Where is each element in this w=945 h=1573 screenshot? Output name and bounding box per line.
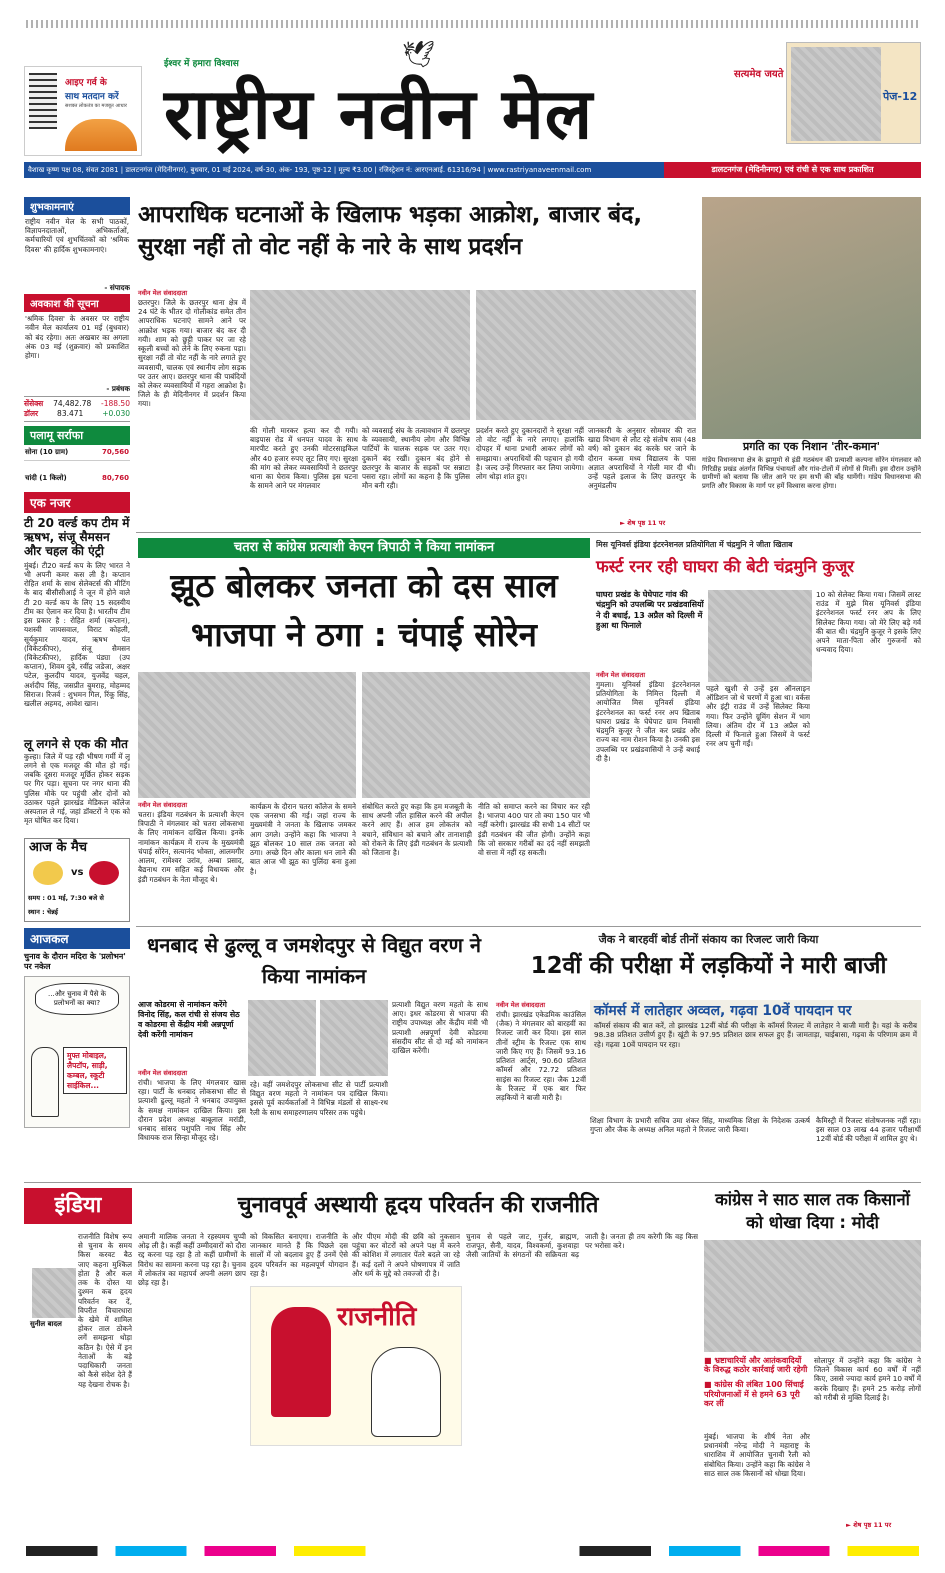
lead-byline: नवीन मेल संवाददाता	[138, 289, 187, 297]
market-change: +0.030	[102, 409, 130, 419]
champai-text-4: नीति को समाप्त करने का विचार कर रही है। भाजपा 400 पार तो क्या 150 पार भी नहीं करेगी। झारखंड की सभी 14 सीटों पर इंडी गठबंधन की जीत होगी। उन्होंने कहा कि जो सरकार गरीबों का दर्द नहीं समझती वो सत्ता में नहीं रह सकती।	[478, 802, 590, 858]
market-row	[24, 399, 130, 409]
header-ad	[786, 42, 921, 144]
champai-headline: झूठ बोलकर जनता को दस साल भाजपा ने ठगा : चंपाई सोरेन	[170, 566, 558, 654]
holiday-title: अवकाश की सूचना	[24, 294, 130, 312]
greet-title: शुभकामनाएं	[24, 197, 130, 215]
holiday-text: 'श्रमिक दिवस' के अवसर पर राष्ट्रीय नवीन मेल कार्यालय 01 मई (बुधवार) को बंद रहेगा। अतः अखबार का अगला अंक 03 मई (शुक्रवार) को प्रकाशित होगा।	[25, 314, 129, 361]
section-rule	[136, 532, 921, 533]
eknazar-title: एक नजर	[24, 492, 130, 513]
team-logo-icon	[33, 861, 63, 885]
saraf-title: पलामू सर्राफा	[24, 426, 130, 445]
miss-text-2: पहले खुशी से उन्हें इस ऑनलाइन ऑडिशन जो थे चरणों में हुआ था। वर्कस और इंट्री राउंड में उन्हें सिलेक्ट किया गया। फिर उन्होंने ग्रूमिंग सेशन में भाग लिया। अंतिम दौर में 13 अप्रैल को दिल्ली में फिनाले हुआ जिसमें वे फर्स्ट रनर अप चुनी गईं।	[706, 684, 810, 749]
color-registration-strip	[26, 1546, 919, 1556]
modi-continue-text: शेष पृष्ठ 11 पर	[853, 1521, 892, 1529]
lead-text-3: को व्यवसाई संघ के तत्वावधान में छतरपुर के व्यवसायी, स्थानीय लोग और विभिन्न पार्टियों के चालक सड़क पर उतर गए। दुकानें बंद रखीं। दुकान बंद होने से छतरपुर के बाजार के सड़कों पर सन्नाटा पसरा रहा। लोगों का कहना है कि पुलिस मौन बनी रही।	[362, 426, 470, 491]
india-label	[24, 1188, 132, 1224]
market-change: -188.50	[101, 399, 130, 409]
market-value: 83.471	[57, 409, 84, 419]
chandramuni-photo	[708, 590, 812, 682]
modi-bullets	[704, 1356, 810, 1408]
rally-photo	[362, 672, 590, 798]
throne-icon	[271, 1307, 331, 1417]
bird-icon: 🕊	[402, 40, 436, 70]
registration-strip	[26, 20, 919, 28]
photo-caption-text: गांडेय विधानसभा क्षेत्र के झामुमो से इंडी गठबंधन की प्रत्याशी कल्पना सोरेन मंगलवार को गिरिडीह प्रखंड अंतर्गत विभिन्न पंचायतों और गांव-टोलों में लोगों से मिलीं। इस दौरान उन्होंने ग्रामीणों को बताया कि जीत आने पर हम सभी की बाँह थामेंगी। गांडेय विधानसभा की प्रगति और विकास के मार्ग पर हमें विश्वास करना होगा।	[702, 456, 921, 491]
dhanbad-photo-1	[248, 1000, 316, 1076]
champai-text-1: चतरा। इंडिया गठबंधन के प्रत्याशी केएन त्रिपाठी ने मंगलवार को चतरा लोकसभा के लिए नामांकन दाखिल किया। इनके नामांकन कार्यक्रम में राज्य के मुख्यमंत्री चंपाई सोरेन, सत्यानंद भोक्ता, आलमगीर आलम, रामेश्वर उरांव, अम्बा प्रसाद, बैद्यनाथ राम सहित कई विधायक और इंडी गठबंधन के नेता मौजूद थे।	[138, 810, 244, 884]
masthead-title: राष्ट्रीय नवीन मेल	[164, 73, 594, 155]
champai-byline: नवीन मेल संवाददाता	[138, 801, 187, 809]
market-value: 74,482.78	[53, 399, 92, 409]
india-author: सुनील बादल	[30, 1320, 62, 1328]
modi-bullet-2	[704, 1380, 810, 1408]
ad-collage-image	[791, 47, 881, 141]
lu-headline: लू लगने से एक की मौत	[24, 736, 128, 751]
gold-value: 70,560	[101, 448, 129, 457]
market-label: डॉलर	[24, 409, 39, 419]
dhanbad-text-1: रांची। भाजपा के लिए मंगलवार खास रहा। पार्टी के धनबाद लोकसभा सीट से प्रत्याशी ढुल्लू महतो ने धनबाद उपायुक्त के समक्ष नामांकन दाखिल किया। इस दौरान प्रदेश अध्यक्ष बाबूलाल मरांडी, धनबाद सांसद पशुपति नाथ सिंह और विधायक राज सिन्हा मौजूद रहे।	[138, 1078, 246, 1143]
gold-row	[24, 445, 130, 461]
modi-continue: ► शेष पृष्ठ 11 पर	[846, 1521, 892, 1529]
india-text-1: राजनीति विशेष रूप से चुनाव के समय किस करवट बैठ जाए कहना मुश्किल होता है और कल तक के दोस्त या दुश्मन कब हृदय परिवर्तन कर दें, विपरीत विचारधारा के खेमे में शामिल होकर ताल ठोकने लगें समझना थोड़ा कठिन है। ऐसे में इन नेताओं के बड़े पदाधिकारी जनता को कैसे संदेश देते हैं यह देखना रोचक है।	[78, 1232, 132, 1389]
closed-market-photo	[476, 290, 696, 420]
lead-text-2: की गोली मारकर हत्या कर दी गयी। बाइपास रोड में धनपत यादव के साथ मारपीट करते हुए उनकी मोटरसाइकिल और 40 हजार रुपए लूट लिए गए। सुरक्षा की मांग को लेकर व्यवसायियों ने छतरपुर थाना का घेराव किया। पुलिस इस घटना के सामने आने पर मंगलवार	[250, 426, 358, 491]
miss-sub: घाघरा प्रखंड के घेघेपाट गांव की चंद्रमुनि को उपलब्धि पर प्रखंडवासियों ने दी बधाई, 13 अप्रैल को दिल्ली में हुआ था फिनाले	[596, 590, 704, 631]
result-sub: कॉमर्स में लातेहार अव्वल, गढ़वा 10वें पायदान पर	[594, 1003, 852, 1019]
eknazar-text: मुंबई। टी20 वर्ल्ड कप के लिए भारत ने भी अपनी कमर कस ली है। कप्तान रोहित शर्मा के साथ सेलेक्टर्स की मीटिंग के बाद बीसीसीआई ने जून में होने वाले टी 20 वर्ल्ड कप के लिए 15 सदस्यीय टीम का ऐलान कर दिया है। भारतीय टीम इस प्रकार है : रोहित शर्मा (कप्तान), यशस्वी जायसवाल, विराट कोहली, सूर्यकुमार यादव, ऋषभ पंत (विकेटकीपर), संजू सैमसन (विकेटकीपर), हार्दिक पंड्या (उप कप्तान), शिवम दुबे, रवींद्र जडेजा, अक्षर पटेल, कुलदीप यादव, युजवेंद्र चहल, अर्शदीप सिंह, जसप्रीत बुमराह, मोहम्मद सिराज। रिजर्व : शुभमन गिल, रिंकू सिंह, खलील अहमद, आवेश खान।	[24, 560, 130, 709]
bullet-icon: ■	[704, 1380, 715, 1390]
election-slogan-1: आइए गर्व के	[65, 78, 107, 88]
section-rule	[136, 926, 921, 927]
election-slogan-2: साथ मतदान करें	[65, 92, 119, 102]
result-byline: नवीन मेल संवाददाता	[496, 1001, 545, 1009]
campaign-photo	[702, 197, 921, 439]
aajkal-caption: चुनाव के दौरान मदिरा के 'प्रलोभन' पर नकेल	[24, 951, 126, 972]
result-text-2: कॉमर्स संकाय की बात करें, तो झारखंड 12वीं बोर्ड की परीक्षा के कॉमर्स रिजल्ट में लातेहार ने बाजी मारी है। यहां के करीब 98.38 प्रतिशत उत्तीर्ण हुए हैं। खूंटी के 97.95 प्रतिशत छात्र सफल हुए हैं। जामताड़ा, चाईबासा, गढ़वा के परिणाम क्रम में रहे। गढ़वा 10वें पायदान पर रहा।	[594, 1021, 917, 1049]
india-text-4: और पीएम मोदी की छवि को नुकसान पहुंचा कर वोटरों को अपने पक्ष में करने की कोशिश में लगातार पेंतरे बदले जा रहे हैं। कई दलों ने अपने घोषणापत्र में जाति और धर्म के मुद्दे को तवज्जो दी है।	[352, 1232, 460, 1278]
miss-text-1: गुमला। यूनिवर्स इंडिया इंटरनेशनल प्रतियोगिता के निमित्त दिल्ली में आयोजित मिस यूनिवर्स इंडिया इंटरनेशनल का फर्स्ट रनर अप खिताब घाघरा प्रखंड के घेघेपाट ग्राम निवासी चंद्रमुनि कुजूर ने जीत कर प्रखंड और राज्य का नाम रोशन किया है। उनकी इस उपलब्धि पर प्रखंडवासियों ने उन्हें बधाई दी है।	[596, 680, 700, 763]
nomination-photo	[138, 672, 356, 798]
lead-headline: आपराधिक घटनाओं के खिलाफ भड़का आक्रोश, बाजार बंद, सुरक्षा नहीं तो वोट नहीं के नारे के साथ प्रदर्शन	[138, 202, 643, 260]
tagline: ईश्वर में हमारा विश्वास	[164, 59, 239, 69]
page-badge: पेज-12	[883, 90, 918, 103]
modi-bullet-1	[704, 1356, 810, 1374]
india-text-2: अमानी मालिक जनता ने रहस्यमय चुप्पी ओढ़ ली है। कहीं कहीं उम्मीदवारों को दौरा रद्द करना पड़ रहा है तो कहीं ग्रामीणों के विरोध का सामना करना पड़ रहा है। चुनाव में लोकतंत्र का महापर्व अपनी अलग छाप छोड़ रहा है।	[138, 1232, 246, 1288]
match-venue: स्थान : चेन्नई	[28, 907, 58, 916]
india-label-text: इंडिया	[54, 1193, 102, 1218]
match-title: आज के मैच	[29, 839, 87, 855]
modi-headline: कांग्रेस ने साठ साल तक किसानों को धोखा दिया : मोदी	[715, 1190, 910, 1233]
champai-text-3: संबोधित करते हुए कहा कि हम मजबूती के साथ अपनी जीत हासिल करने की अपील करने आए हैं। आज हम लोकतंत्र को बचाने, संविधान को बचाने और तानाशाही को रोकने के लिए इंडी गठबंधन के प्रत्याशी को जिताना है।	[362, 802, 472, 858]
india-text-5: चुनाव से पहले जाट, गुर्जर, ब्राह्मण, राजपूत, सैनी, यादव, विश्वकर्मा, कुशवाहा जैसी जातियों के संगठनों की सक्रियता बढ़ जाती है। जनता ही तय करेगी कि वह किस पर भरोसा करे।	[466, 1232, 698, 1260]
lu-text: कुल्हा। जिले में पड़ रही भीषण गर्मी में लू लगने से एक मजदूर की मौत हो गई। जबकि दूसरा मजदूर मूर्छित होकर सड़क पर गिर पड़ा। सूचना पर नगर थाना की पुलिस मौके पर पहुंची और दोनों को उठाकर पहले झारखंड मेडिकल कॉलेज अस्पताल ले गई, जहां डॉक्टरों ने एक को मृत घोषित कर दिया।	[24, 751, 130, 826]
cartoon-sign: मुफ्त मोबाइल, लैपटॉप, साड़ी, कम्बल, स्कूटी साईकिल...	[63, 1047, 127, 1094]
match-box	[24, 838, 130, 922]
india-text-3: को विकसित बनाएगा। राजनीति के जानकार मानते हैं कि पिछले दस सालों में जो बदलाव हुए हैं उनमें ऐसे हृदय परिवर्तन का महत्वपूर्ण योगदान रहा है।	[250, 1232, 348, 1278]
market-row	[24, 409, 130, 419]
cartoon-bubble: ...और चुनाव में पैसे के प्रलोभनों का क्या?	[35, 983, 119, 1015]
masthead	[24, 38, 921, 178]
rajniti-art	[250, 1286, 462, 1446]
result-kicker: जैक ने बारहवीं बोर्ड तीनों संकाय का रिजल्ट जारी किया	[598, 933, 819, 946]
result-text-4: कैमिस्ट्री में रिजल्ट संतोषजनक नहीं रहा। इस साल 03 लाख 44 हजार परीक्षार्थी 12वीं बोर्ड की परीक्षा में शामिल हुए थे।	[816, 1116, 921, 1144]
cartoon	[24, 976, 130, 1128]
greet-text: राष्ट्रीय नवीन मेल के सभी पाठकों, विज्ञापनदाताओं, अभिकर्ताओं, कर्मचारियों एवं शुभचिंतकों को 'श्रमिक दिवस' की हार्दिक शुभकामनाएं।	[25, 217, 129, 254]
lead-text-1: छतरपुर। जिले के छतरपुर थाना क्षेत्र में 24 घंटे के भीतर दो गोलीकांड समेत तीन आपराधिक घटनाएं सामने आने पर आक्रोश भड़क गया। बाजार बंद कर दी गयी। शाम को छुट्टी पाकर घर जा रहे स्कूली बच्चों को लेने के लिए रुकना पड़ा। सुरक्षा नहीं तो वोट नहीं के नारे लगाते हुए व्यवसायी, चालक एवं स्थानीय लोग सड़क पर उतर आए। छतरपुर थाना की पाबंदियों को लेकर व्यवसायियों में गहरा आक्रोश है। जिले के ही मेदिनीनगर में प्रदर्शन किया गया।	[138, 298, 246, 409]
dhanbad-headline: धनबाद से ढुल्लू व जमशेदपुर से विद्युत वरण ने किया नामांकन	[146, 933, 482, 988]
ballot-icon	[29, 73, 57, 129]
lead-text-4: प्रदर्शन करते हुए दुकानदारों ने सुरक्षा नहीं तो वोट नहीं के नारे लगाए। हालांकि दोपहर में थाना प्रभारी आकर लोगों को समझाया। अपराधियों की पहचान हो गयी है। जल्द उन्हें गिरफ्तार कर लिया जायेगा। लोग थोड़ा शांत हुए।	[476, 426, 584, 482]
info-right: डालटनगंज (मेदिनीनगर) एवं रांची से एक साथ प्रकाशित	[664, 162, 921, 178]
champai-kicker: चतरा से कांग्रेस प्रत्याशी केएन त्रिपाठी ने किया नामांकन	[138, 538, 590, 558]
modi-bullet-1-text: भ्रष्टाचारियों और आतंकवादियों के विरुद्ध कठोर कार्रवाई जारी रहेगी	[704, 1356, 808, 1375]
dhanbad-byline: नवीन मेल संवाददाता	[138, 1069, 187, 1077]
modi-text-1: मुंबई। भाजपा के शीर्ष नेता और प्रधानमंत्री नरेन्द्र मोदी ने महाराष्ट्र के धाराशिव में आयोजित चुनावी रैली को संबोधित किया। उन्होंने कहा कि कांग्रेस ने साठ साल तक किसानों को धोखा दिया।	[704, 1432, 810, 1478]
motto: सत्यमेव जयते	[734, 69, 784, 80]
parliament-graphic	[65, 119, 137, 151]
miss-headline: फर्स्ट रनर रही घाघरा की बेटी चंद्रमुनि कुजूर	[596, 557, 855, 576]
holiday-sign: - प्रबंधक	[106, 384, 130, 394]
result-text-3: शिक्षा विभाग के प्रभारी सचिव उमा शंकर सिंह, माध्यमिक शिक्षा के निदेशक उत्कर्ष गुप्ता और जैक के अध्यक्ष अनिल महतो ने रिजल्ट जारी किया।	[590, 1116, 810, 1135]
miss-kicker: मिस यूनिवर्स इंडिया इंटरनेशनल प्रतियोगिता में चंद्रमुनि ने जीता खिताब	[596, 540, 793, 549]
lead-continue-text: शेष पृष्ठ 11 पर	[627, 519, 666, 527]
miss-text-3: 10 को सेलेक्ट किया गया। जिसमें लास्ट राउंड में मुझे मिस यूनिवर्स इंडिया इंटरनेशनल फर्स्ट रनर अप के लिए सिलेक्ट किया गया। जो मेरे लिए बड़े गर्व की बात थी। चंद्रमुनि कुजूर ने इसके लिए अपने माता-पिता और गुरुजनों को धन्यवाद दिया।	[816, 590, 921, 655]
market-label: सेंसेक्स	[24, 399, 44, 409]
photo-caption-title: प्रगति का एक निशान 'तीर-कमान'	[742, 440, 880, 453]
team-logo-icon	[89, 861, 119, 885]
result-text-1: रांची। झारखंड एकेडमिक काउंसिल (जैक) ने मंगलवार को बारहवीं का रिजल्ट जारी कर दिया। इस साल तीनों स्ट्रीम के रिजल्ट एक साथ जारी किए गए हैं। जिसमें 93.16 प्रतिशत आर्ट्स, 90.60 प्रतिशत कॉमर्स और 72.72 प्रतिशत साइंस का रिजल्ट रहा। जैक 12वीं के रिजल्ट में एक बार फिर लड़कियों ने बाजी मारी है।	[496, 1010, 586, 1102]
election-slogan-3: सशक्त लोकतंत्र का मजबूत आधार	[65, 103, 127, 109]
vs-text: vs	[71, 866, 84, 878]
modi-bullet-2-text: कांग्रेस की लंबित 100 सिंचाई परियोजनाओं में से हमने 63 पूरी कर लीं	[704, 1380, 804, 1408]
silver-label: चांदी (1 किलो)	[25, 474, 67, 483]
lead-continue: ► शेष पृष्ठ 11 पर	[620, 519, 666, 527]
modi-rally-photo	[704, 1240, 921, 1352]
cartoon-figure	[31, 1047, 59, 1117]
section-rule	[24, 1182, 921, 1183]
dhanbad-sub: आज कोडरमा से नामांकन करेंगे विनोद सिंह, कल रांची से संजय सेठ व कोडरमा से केंद्रीय मंत्री अन्नपूर्णा देवी करेंगी नामांकन	[138, 1000, 240, 1040]
dhanbad-text-2: रहे। वहीं जमशेदपुर लोकसभा सीट से पार्टी प्रत्याशी विद्युत वरण महतो ने नामांकन पत्र दाखिल किया। इससे पूर्व कार्यकर्ताओं ने विभिन्न मंडलों से साक्ष्य-रथ रैली के साथ समाहरणालय परिसर तक पहुंचे।	[250, 1080, 388, 1117]
dhanbad-text-3: प्रत्याशी विद्युत वरण महतो के साथ आए। इधर कोडरमा से भाजपा की राष्ट्रीय उपाध्यक्ष और केंद्रीय मंत्री भी प्रत्याशी अन्नपूर्णा देवी कोडरमा संसदीय सीट से दो मई को नामांकन दाखिल करेंगी।	[392, 1000, 488, 1056]
miss-byline: नवीन मेल संवाददाता	[596, 671, 645, 679]
result-commerce-box	[590, 1000, 921, 1112]
modi-text-2: सोलापुर में उन्होंने कहा कि कांग्रेस ने जितने विकास कार्य 60 वर्षों में नहीं किए, उससे ज्यादा कार्य हमने 10 वर्षों में करके दिखाए हैं। हमने 25 करोड़ लोगों को गरीबी से मुक्ति दिलाई है।	[814, 1356, 921, 1402]
bullet-icon: ■	[704, 1356, 715, 1365]
silver-value: 80,760	[101, 474, 129, 483]
greet-sign: - संपादक	[104, 283, 130, 292]
champai-text-2: कार्यक्रम के दौरान चतरा कॉलेज के समने एक जनसभा की गई। जहां राज्य के मुख्यमंत्री ने जनता के खिलाफ जमकर आग उगले। उन्होंने कहा कि भाजपा ने झूठ बोलकर 10 साल तक जनता को ठगा। अच्छे दिन और काला धन लाने की बात आज भी झूठ का पुलिंदा बना हुआ है।	[250, 802, 356, 876]
result-headline: 12वीं की परीक्षा में लड़कियों ने मारी बाजी	[530, 953, 887, 979]
india-headline: चुनावपूर्व अस्थायी हृदय परिवर्तन की राजनीति	[237, 1193, 599, 1218]
rajniti-art-label: राजनीति	[337, 1302, 417, 1332]
election-ad	[24, 66, 142, 156]
gold-label: सोना (10 ग्राम)	[25, 448, 69, 457]
match-time: समय : 01 मई, 7:30 बजे से	[28, 893, 104, 902]
protest-photo	[250, 290, 470, 420]
dhanbad-photo-2	[320, 1000, 388, 1076]
info-bar-text: वैशाख कृष्ण पक्ष 08, संवत 2081 | डालटनगंज (मेदिनीनगर), बुधवार, 01 मई 2024, वर्ष-30, अंक- 193, पृष्ठ-12 | मूल्य ₹3.00 | रजिस्ट्रेशन नं: आरएनआई. 61316/94 | www.rastriyanaveenmail.com	[28, 166, 592, 174]
aajkal-title: आजकल	[24, 928, 130, 949]
silver-row	[24, 471, 130, 486]
politician-figure	[371, 1347, 441, 1437]
left-sidebar	[24, 197, 130, 1361]
market-box	[24, 396, 130, 422]
lead-text-5: जानकारी के अनुसार सोमवार की रात खाद्य विभाग से लौट रहे संतोष साव (48 वर्ष) को दुकान बंद करके घर जाने के दौरान कब्जा मध्य विद्यालय के पास अज्ञात अपराधियों ने गोली मार दी थी। उन्हें पहले इलाज के लिए छतरपुर के अनुमंडलीय	[588, 426, 696, 491]
eknazar-headline: टी 20 वर्ल्ड कप टीम में ऋषभ, संजू सैमसन और चहल की एंट्री	[24, 516, 130, 559]
